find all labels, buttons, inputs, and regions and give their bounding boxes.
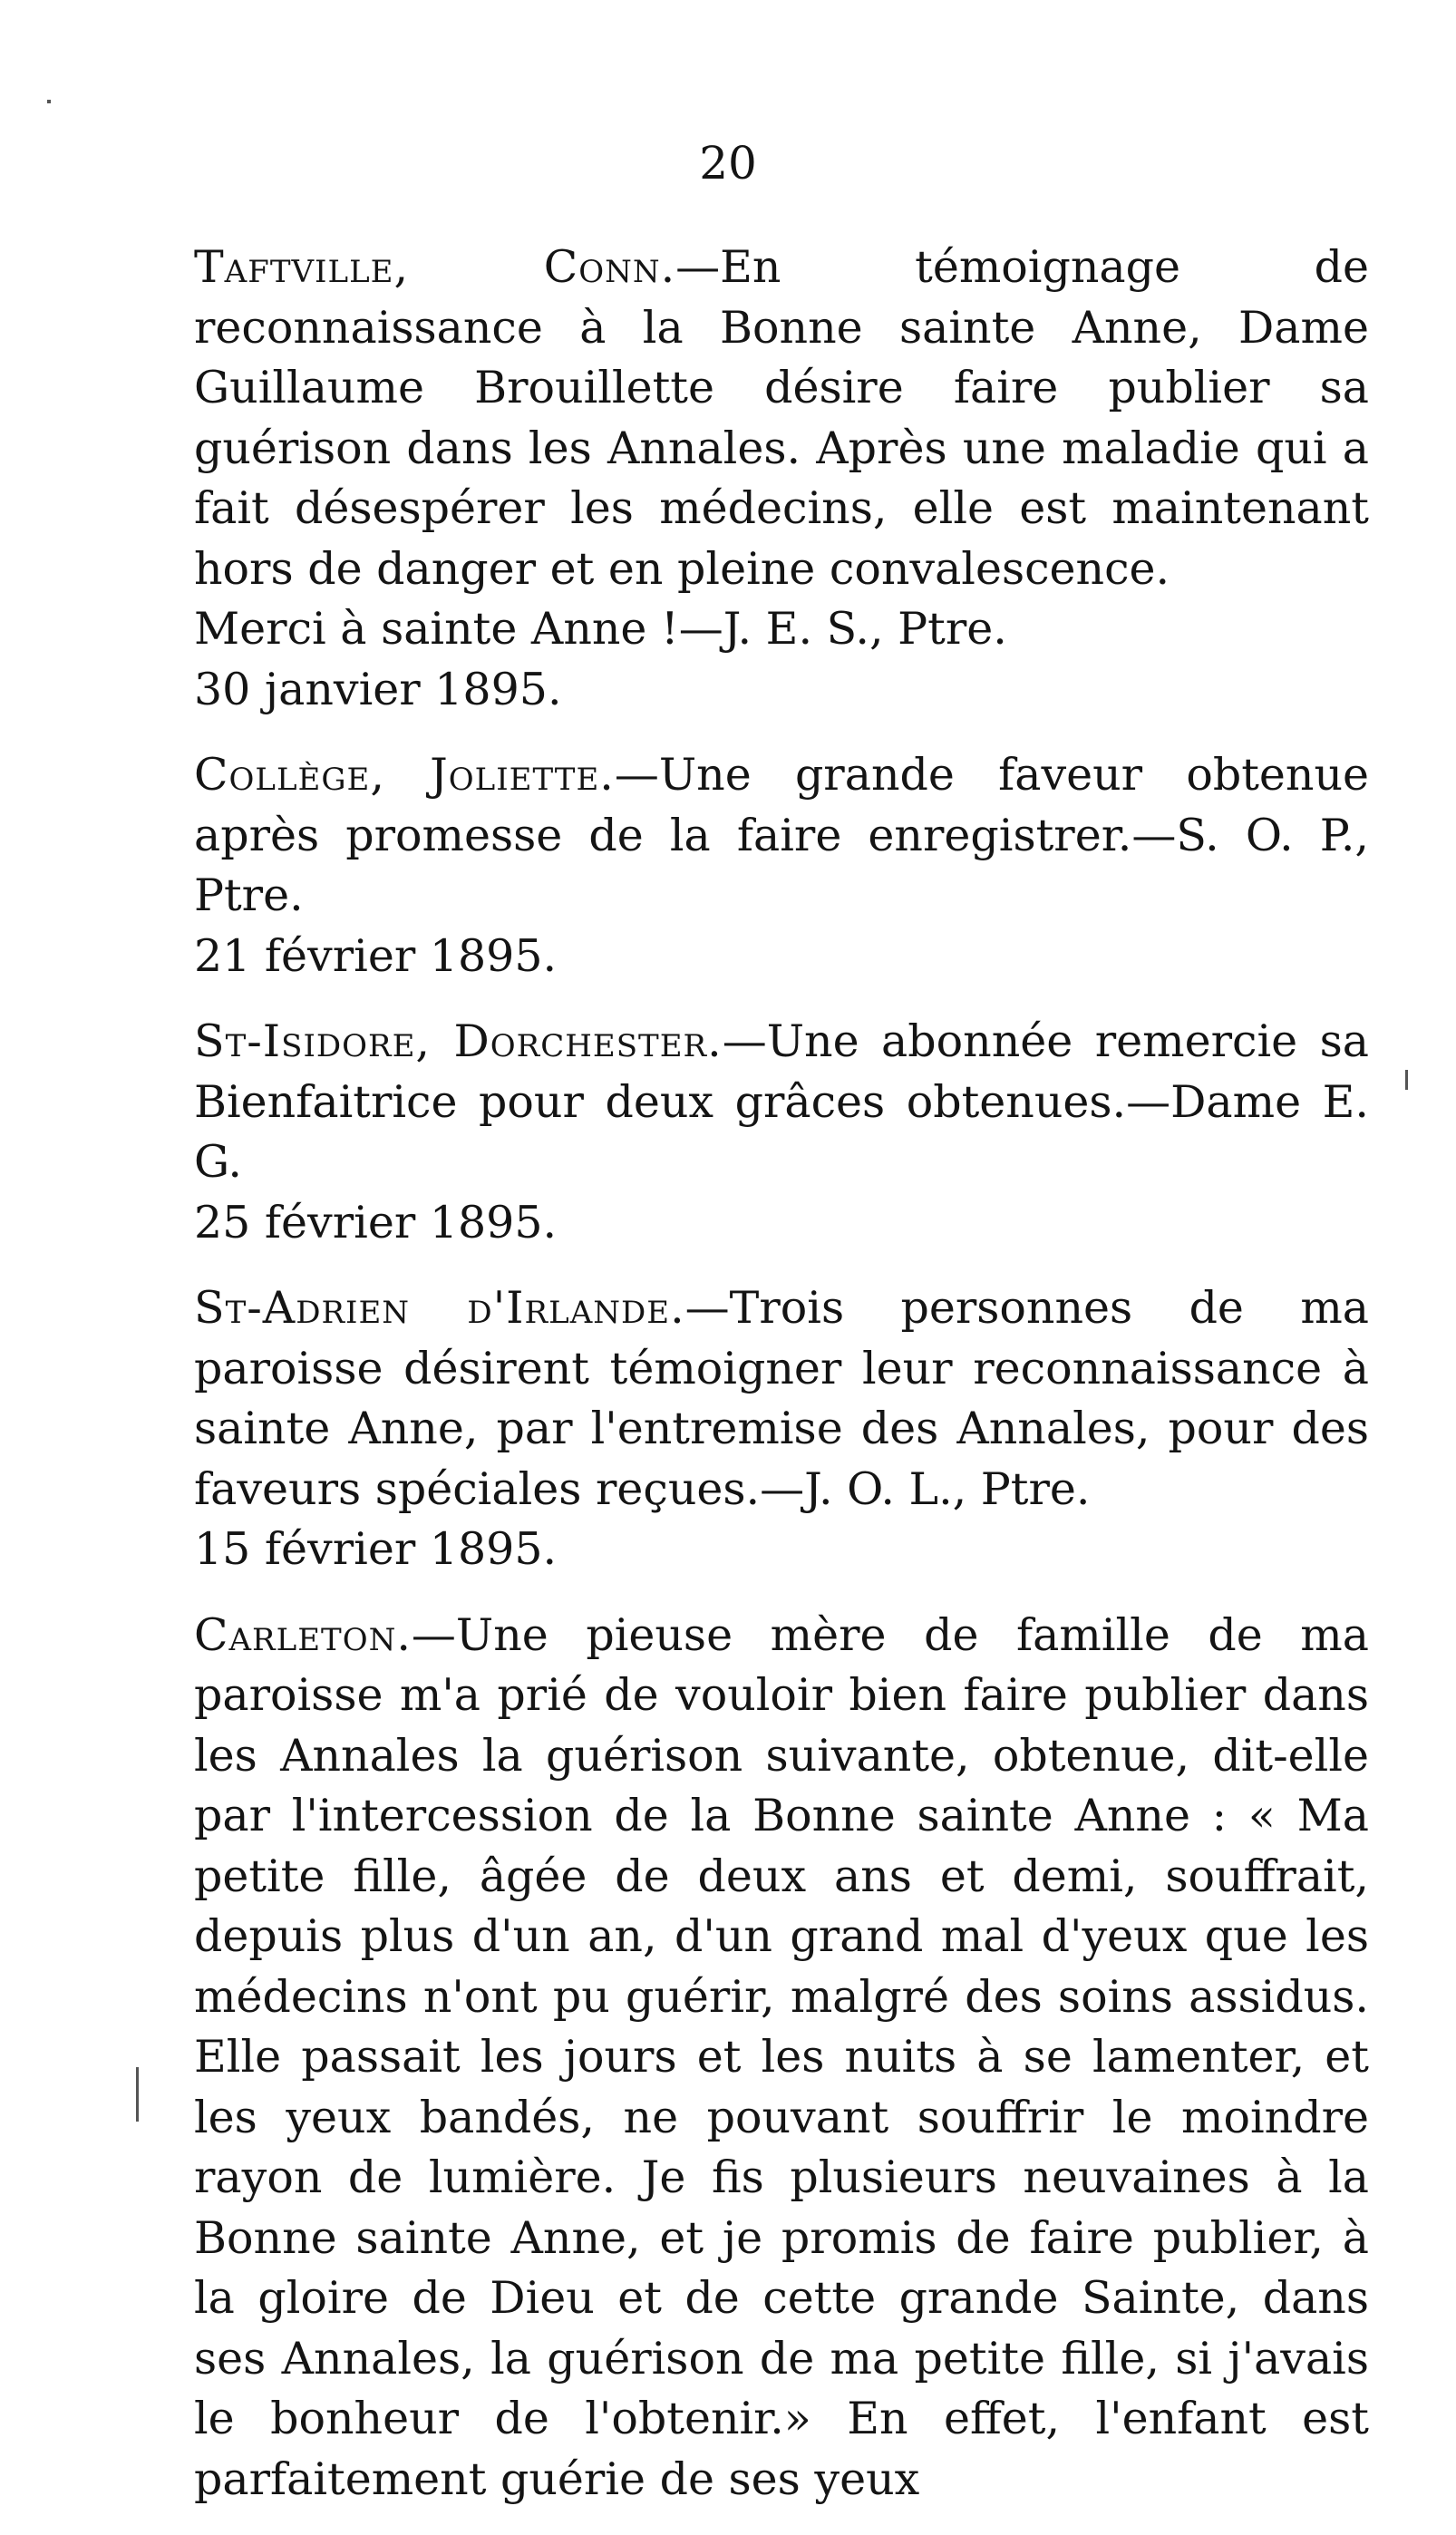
entry-college-joliette bbox=[136, 745, 1369, 986]
entry-paragraph bbox=[136, 745, 1369, 927]
entry-heading: St-Isidore, Dorchester. bbox=[194, 1015, 723, 1067]
entry-heading: St-Adrien d'Irlande. bbox=[194, 1282, 685, 1334]
entry-body: —Une abonnée remercie sa Bienfaitrice pour deux grâces obtenues.—Dame E. G. bbox=[194, 1015, 1369, 1188]
entry-st-isidore bbox=[136, 1012, 1369, 1253]
entry-date: 25 février 1895. bbox=[194, 1196, 558, 1248]
entry-paragraph bbox=[136, 1278, 1369, 1520]
entry-carleton bbox=[136, 1606, 1369, 2511]
entry-paragraph bbox=[136, 1606, 1369, 2511]
entry-date: 30 janvier 1895. bbox=[194, 663, 562, 715]
entry-body: —Trois personnes de ma paroisse désirent témoigner leur reconnaissance à sainte Anne, par l'entremise des Annales, pour des faveurs spéciales reçues.—J. O. L., Ptre. bbox=[194, 1282, 1369, 1515]
print-speck bbox=[1405, 1070, 1408, 1090]
entry-paragraph bbox=[136, 1012, 1369, 1193]
entry-body: —Une pieuse mère de famille de ma paroisse m'a prié de vouloir bien faire publier dans les Annales la guérison suivante, obtenue, dit-elle par l'intercession de la Bonne sainte Anne : « Ma petite fille, âgée de deux ans et demi, souffrait, depuis plus d'un an, d'un grand mal d'yeux que les médecins n'ont pu guérir, malgré des soins assidus. Elle passait les jours et les nuits à se lamenter, et les yeux bandés, ne pouvant souffrir le moindre rayon de lumière. Je fis plusieurs neuvaines à la Bonne sainte Anne, et je promis de faire publier, à la gloire de Dieu et de cette grande Sainte, dans ses Annales, la guérison de ma petite fille, si j'avais le bonheur de l'obtenir.» En effet, l'enfant est parfaitement guérie de ses yeux bbox=[194, 1608, 1369, 2505]
entry-date: 15 février 1895. bbox=[194, 1523, 558, 1575]
entry-paragraph bbox=[136, 238, 1369, 599]
entry-body: —Une grande faveur obtenue après promesse de la faire enregistrer.—S. O. P., Ptre. bbox=[194, 749, 1370, 921]
entry-heading: Carleton. bbox=[194, 1608, 412, 1661]
page-number: 20 bbox=[699, 137, 757, 189]
entry-body: —En témoignage de reconnaissance à la Bonne sainte Anne, Dame Guillaume Brouillette désire faire publier sa guérison dans les Annales. Après une maladie qui a fait désespérer les médecins, elle est maintenant hors de danger et en pleine convalescence. bbox=[194, 241, 1370, 595]
entry-st-adrien bbox=[136, 1278, 1369, 1580]
print-speck bbox=[136, 2067, 139, 2122]
entry-heading: Taftville, Conn. bbox=[194, 241, 676, 293]
entry-signature: Merci à sainte Anne !—J. E. S., Ptre. bbox=[194, 603, 1007, 655]
text-column bbox=[136, 238, 1369, 2535]
entry-taftville bbox=[136, 238, 1369, 720]
entry-heading: Collège, Joliette. bbox=[194, 749, 615, 801]
entry-date: 21 février 1895. bbox=[194, 929, 558, 982]
print-speck bbox=[47, 100, 51, 103]
